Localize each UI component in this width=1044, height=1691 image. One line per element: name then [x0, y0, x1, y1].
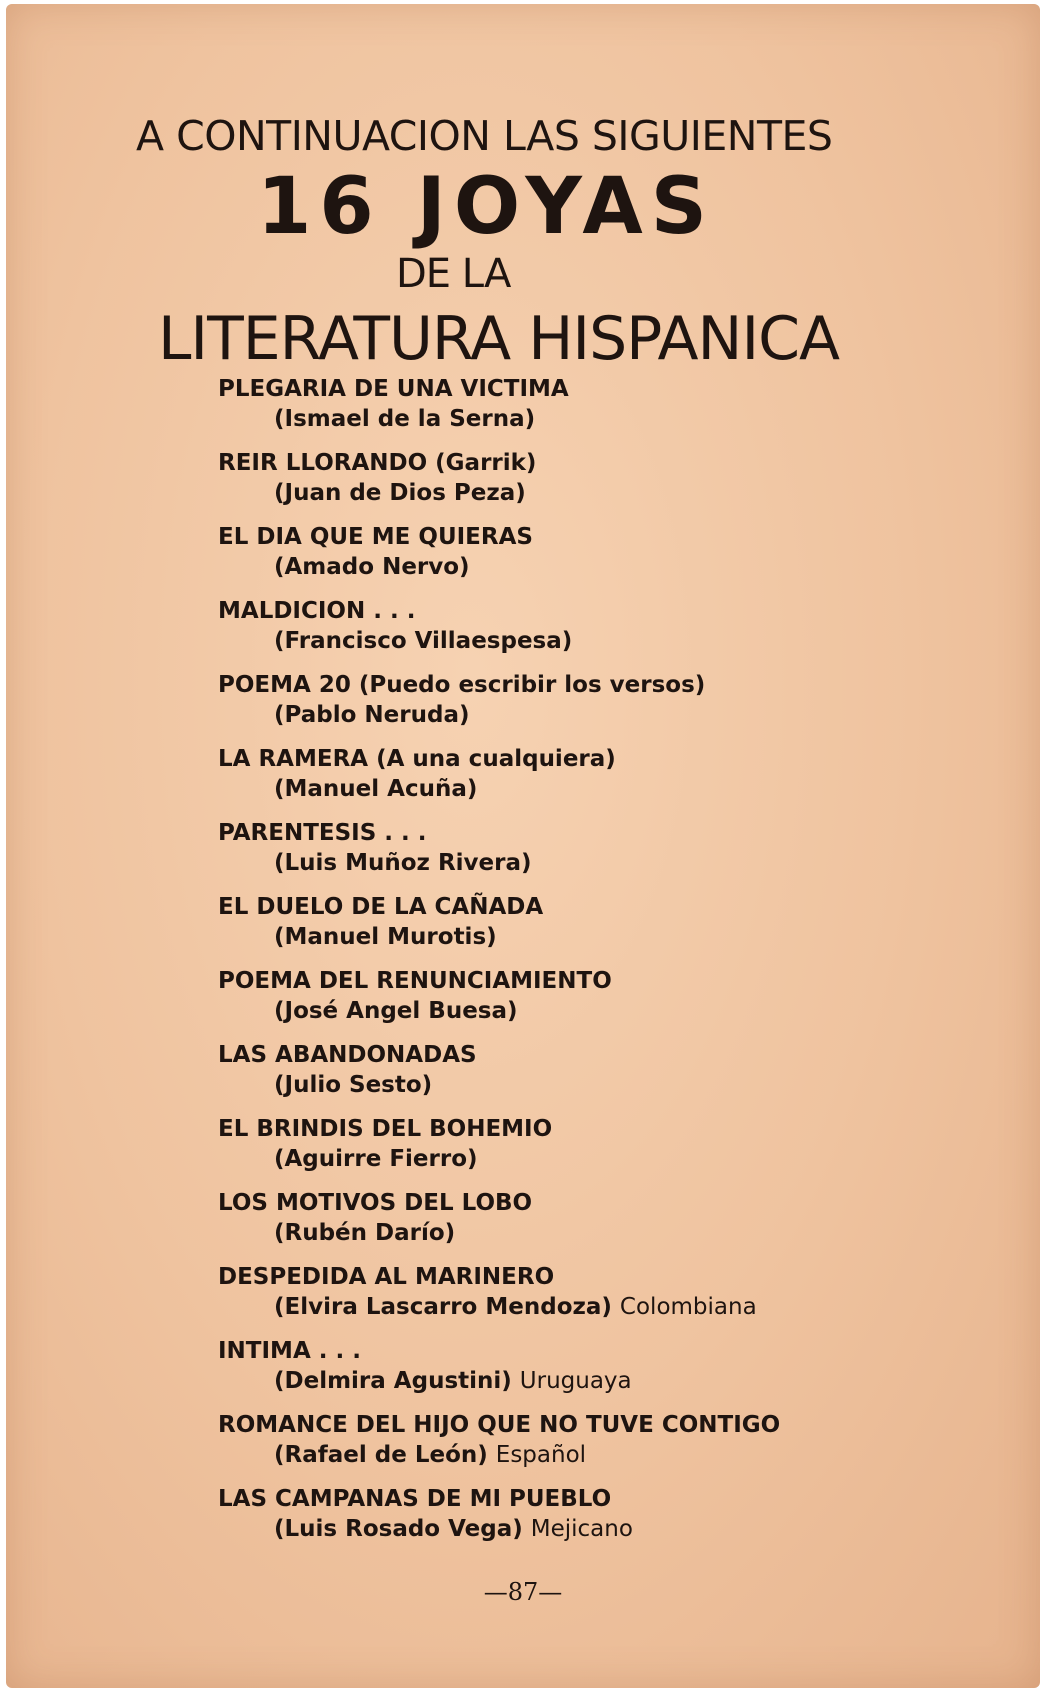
poem-author: (Luis Muñoz Rivera)	[274, 850, 532, 876]
list-item	[218, 966, 998, 1040]
poem-author: (Pablo Neruda)	[274, 702, 470, 728]
list-item	[218, 1188, 998, 1262]
poem-title: REIR LLORANDO (Garrik)	[218, 450, 537, 476]
poem-title: INTIMA . . .	[218, 1338, 361, 1364]
list-item	[218, 1410, 998, 1484]
poem-list	[218, 374, 998, 1558]
poem-title: PARENTESIS . . .	[218, 820, 427, 846]
list-item	[218, 1336, 998, 1410]
poem-author-line	[218, 478, 998, 508]
author-nationality: Uruguaya	[519, 1368, 632, 1394]
poem-title: LA RAMERA (A una cualquiera)	[218, 746, 616, 772]
poem-author: (Rafael de León)	[274, 1442, 488, 1468]
poem-author: (Elvira Lascarro Mendoza)	[274, 1294, 612, 1320]
list-item	[218, 596, 998, 670]
poem-author-line	[218, 1514, 998, 1544]
list-item	[218, 1040, 998, 1114]
poem-author: (Julio Sesto)	[274, 1072, 433, 1098]
poem-author: (José Angel Buesa)	[274, 998, 518, 1024]
poem-title: LAS CAMPANAS DE MI PUEBLO	[218, 1486, 612, 1512]
poem-author: (Manuel Acuña)	[274, 776, 478, 802]
poem-author-line	[218, 774, 998, 804]
heading-line-3: DE LA	[396, 251, 511, 297]
poem-title: MALDICION . . .	[218, 598, 416, 624]
list-item	[218, 1262, 998, 1336]
poem-author-line	[218, 996, 998, 1026]
poem-author-line	[218, 1218, 998, 1248]
poem-title: PLEGARIA DE UNA VICTIMA	[218, 376, 569, 402]
poem-title: ROMANCE DEL HIJO QUE NO TUVE CONTIGO	[218, 1412, 781, 1438]
list-item	[218, 744, 998, 818]
heading-line-4: LITERATURA HISPANICA	[158, 304, 840, 374]
document-page	[6, 4, 1040, 1688]
page-number: —87—	[483, 1578, 563, 1606]
poem-title: POEMA DEL RENUNCIAMIENTO	[218, 968, 612, 994]
poem-title: EL BRINDIS DEL BOHEMIO	[218, 1116, 553, 1142]
poem-author-line	[218, 1440, 998, 1470]
author-nationality: Colombiana	[619, 1294, 757, 1320]
poem-title: EL DIA QUE ME QUIERAS	[218, 524, 533, 550]
poem-author: (Francisco Villaespesa)	[274, 628, 573, 654]
poem-title: EL DUELO DE LA CAÑADA	[218, 894, 544, 920]
poem-author-line	[218, 552, 998, 582]
poem-title: LOS MOTIVOS DEL LOBO	[218, 1190, 533, 1216]
list-item	[218, 892, 998, 966]
poem-author-line	[218, 922, 998, 952]
list-item	[218, 374, 998, 448]
list-item	[218, 448, 998, 522]
poem-author: (Delmira Agustini)	[274, 1368, 512, 1394]
poem-author-line	[218, 1144, 998, 1174]
poem-author-line	[218, 848, 998, 878]
poem-title: POEMA 20 (Puedo escribir los versos)	[218, 672, 706, 698]
heading-line-1: A CONTINUACION LAS SIGUIENTES	[136, 112, 833, 160]
heading-line-2: 16 JOYAS	[257, 162, 715, 252]
list-item	[218, 522, 998, 596]
poem-author-line	[218, 1070, 998, 1100]
poem-author: (Amado Nervo)	[274, 554, 470, 580]
poem-author-line	[218, 1292, 998, 1322]
poem-author-line	[218, 626, 998, 656]
author-nationality: Español	[495, 1442, 587, 1468]
poem-author: (Aguirre Fierro)	[274, 1146, 478, 1172]
list-item	[218, 1114, 998, 1188]
poem-author: (Ismael de la Serna)	[274, 406, 536, 432]
poem-author-line	[218, 700, 998, 730]
poem-author-line	[218, 404, 998, 434]
poem-author: (Luis Rosado Vega)	[274, 1516, 523, 1542]
poem-author: (Manuel Murotis)	[274, 924, 497, 950]
poem-author: (Rubén Darío)	[274, 1220, 456, 1246]
poem-author: (Juan de Dios Peza)	[274, 480, 526, 506]
poem-title: DESPEDIDA AL MARINERO	[218, 1264, 555, 1290]
poem-author-line	[218, 1366, 998, 1396]
list-item	[218, 670, 998, 744]
list-item	[218, 1484, 998, 1558]
author-nationality: Mejicano	[530, 1516, 633, 1542]
list-item	[218, 818, 998, 892]
poem-title: LAS ABANDONADAS	[218, 1042, 477, 1068]
